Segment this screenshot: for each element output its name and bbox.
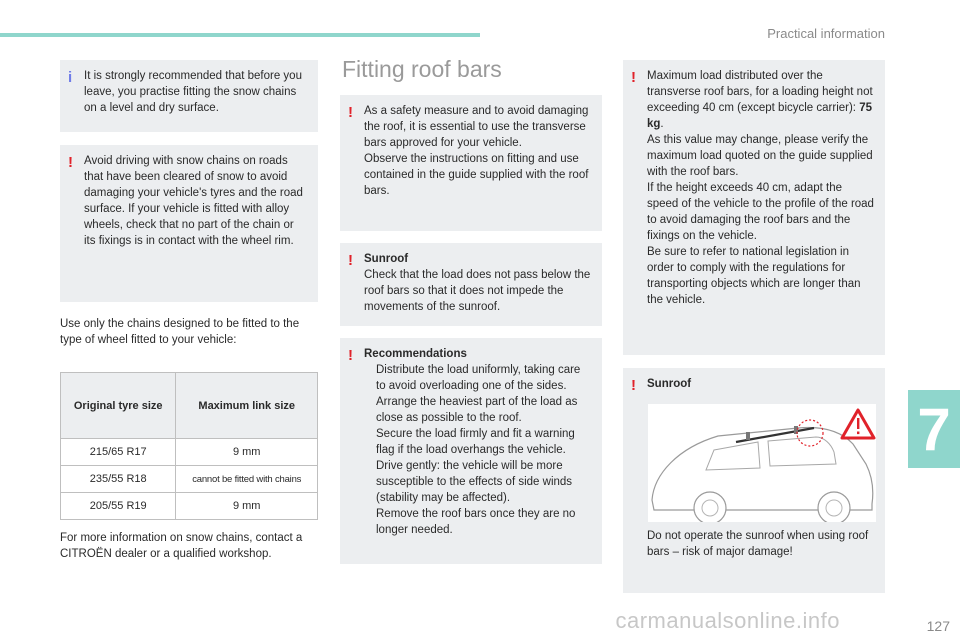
- page-number: 127: [926, 618, 950, 634]
- warning-icon: !: [348, 252, 353, 269]
- safety-text-2: Observe the instructions on fitting and use contained in the guide supplied with the roof bars.: [364, 153, 589, 197]
- table-header-link: Maximum link size: [176, 373, 318, 439]
- table-row: [61, 439, 318, 466]
- list-item: Distribute the load uniformly, taking care to avoid overloading one of the sides.: [376, 364, 581, 392]
- sunroof-text: Check that the load does not pass below the roof bars so that it does not impede the movements of the sunroof.: [364, 269, 591, 313]
- chains-outro: For more information on snow chains, contact a CITROËN dealer or a qualified workshop.: [60, 532, 303, 560]
- snow-chains-table: [60, 372, 318, 520]
- list-item: Arrange the heaviest part of the load as close as possible to the roof.: [376, 396, 578, 424]
- table-cell: 205/55 R19: [61, 493, 176, 520]
- warning-icon: !: [631, 377, 636, 394]
- watermark: carmanualsonline.info: [615, 608, 840, 633]
- chains-intro: Use only the chains designed to be fitted to the type of wheel fitted to your vehicle:: [60, 318, 300, 346]
- info-text: It is strongly recommended that before you leave, you practise fitting the snow chains on a level and dry surface.: [84, 70, 302, 114]
- table-cell: 215/65 R17: [61, 439, 176, 466]
- warning-box-snow-chains: [60, 145, 318, 302]
- header-accent-bar: [0, 33, 480, 37]
- warning-box-max-load: ! Maximum load distributed over the transverse roof bars, for a loading height not exceeding 40 cm (except bicycle carrier): 75 kg. As this value may change, please verify the maximum load quoted on the guide supplied with the roof bars. If the height exceeds 40 cm, adapt the speed of the vehicle to the profile of the road to avoid damaging the roof bars and the fixings on the vehicle. Be sure to refer to national legislation in order to comply with the regulations for transporting objects which are longer than the vehicle.: [623, 60, 885, 355]
- warning-icon: !: [68, 154, 73, 171]
- table-cell: 235/55 R18: [61, 466, 176, 493]
- page-title: Fitting roof bars: [342, 56, 502, 82]
- sunroof-right-text: Do not operate the sunroof when using roof bars – risk of major damage!: [647, 530, 869, 558]
- table-cell: 9 mm: [176, 439, 318, 466]
- load-text-4: Be sure to refer to national legislation in order to comply with the regulations for transporting objects which are longer than the vehicle.: [647, 246, 861, 306]
- list-item: Secure the load firmly and fit a warning flag if the load overhangs the vehicle.: [376, 428, 575, 456]
- sunroof-title: Sunroof: [364, 253, 409, 265]
- safety-text-1: As a safety measure and to avoid damaging the roof, it is essential to use the transverse bars approved for your vehicle.: [364, 105, 589, 149]
- load-text-3: If the height exceeds 40 cm, adapt the speed of the vehicle to the profile of the road to avoid damaging the roof bars and the fixings on the vehicle.: [647, 182, 874, 242]
- table-cell: cannot be fitted with chains: [176, 466, 318, 493]
- table-header-tyre: Original tyre size: [61, 373, 176, 439]
- warning-box-safety: [340, 95, 602, 231]
- list-item: Remove the roof bars once they are no longer needed.: [376, 508, 576, 536]
- warning-icon: !: [348, 347, 353, 364]
- table-cell: 9 mm: [176, 493, 318, 520]
- car-outline-icon: [648, 404, 876, 522]
- table-row: [61, 466, 318, 493]
- warning-icon: !: [348, 104, 353, 121]
- car-roof-illustration: [648, 404, 876, 522]
- table-row: [61, 493, 318, 520]
- info-icon: i: [68, 69, 73, 86]
- warning-icon: !: [631, 69, 636, 86]
- recommendations-list: [364, 362, 592, 538]
- list-item: Drive gently: the vehicle will be more susceptible to the effects of side winds (stability may be affected).: [376, 460, 573, 504]
- warning-text: Avoid driving with snow chains on roads that have been cleared of snow to avoid damaging your vehicle's tyres and the road surface. If your vehicle is fitted with alloy wheels, check that no part of the chain or its fixings is in contact with the wheel rim.: [84, 155, 303, 247]
- warning-box-recommendations: [340, 338, 602, 564]
- section-title-header: Practical information: [767, 26, 885, 41]
- info-box: [60, 60, 318, 132]
- max-load-value: 75 kg: [647, 102, 872, 130]
- load-text-2: As this value may change, please verify the maximum load quoted on the guide supplied with the roof bars.: [647, 134, 873, 178]
- recommendations-title: Recommendations: [364, 348, 467, 360]
- warning-box-sunroof: [340, 243, 602, 326]
- chapter-tab: 7: [908, 390, 960, 468]
- sunroof-right-title: Sunroof: [647, 378, 692, 390]
